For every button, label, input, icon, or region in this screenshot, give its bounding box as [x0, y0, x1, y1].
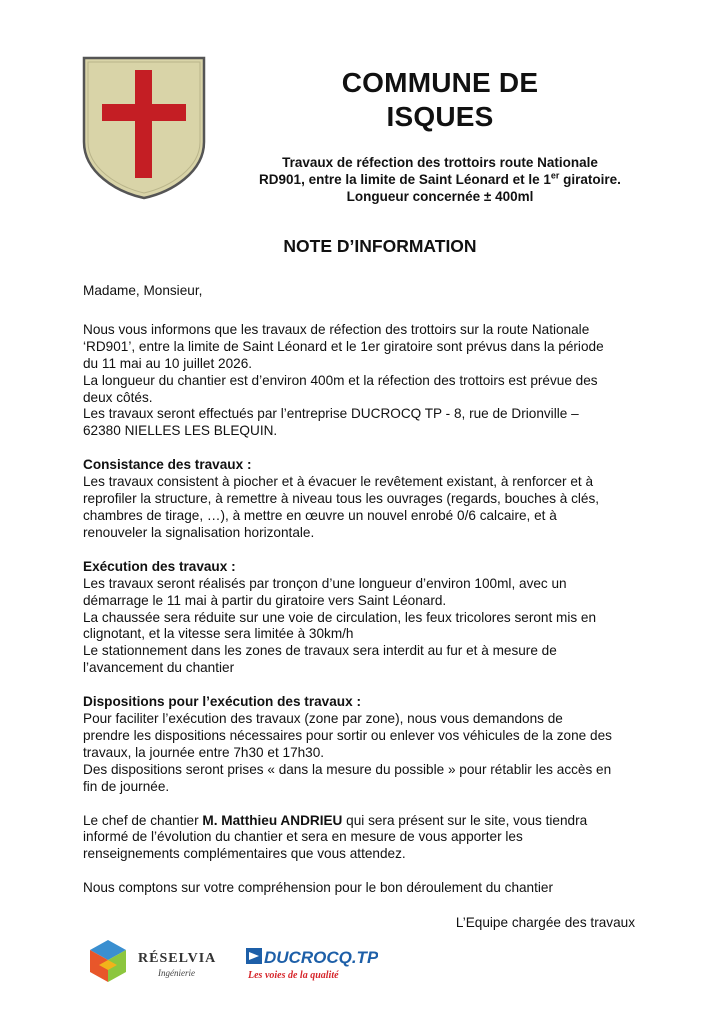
execution-section	[83, 559, 643, 677]
chef-text-end: qui sera présent sur le site, vous tiendra	[342, 812, 588, 828]
coat-of-arms-icon	[80, 54, 208, 200]
consistance-section	[83, 457, 643, 542]
dispositions-line: prendre les dispositions nécessaires pour sortir ou enlever vos véhicules de la zone des	[83, 727, 612, 743]
consistance-line: chambres de tirage, …), à mettre en œuvre un nouvel enrobé 0/6 calcaire, et à	[83, 507, 557, 523]
chef-text: Le chef de chantier	[83, 812, 203, 828]
dispositions-line: travaux, la journée entre 7h30 et 17h30.	[83, 744, 325, 760]
commune-title	[300, 66, 580, 134]
consistance-line: renouveler la signalisation horizontale.	[83, 524, 315, 540]
letter-body	[83, 283, 643, 932]
chef-line: renseignements complémentaires que vous attendez.	[83, 846, 406, 862]
subtitle-line1: Travaux de réfection des trottoirs route Nationale	[282, 155, 598, 170]
reselvia-name: RÉSELVIA	[138, 951, 217, 966]
intro-line: du 11 mai au 10 juillet 2026.	[83, 355, 253, 371]
reselvia-cube-icon	[90, 940, 126, 982]
subtitle-line2-end: giratoire.	[559, 172, 621, 187]
execution-line: Le stationnement dans les zones de travaux sera interdit au fur et à mesure de	[83, 643, 557, 659]
execution-line: Les travaux seront réalisés par tronçon d’une longueur d’environ 100ml, avec un	[83, 575, 567, 591]
commune-title-line1: COMMUNE DE	[341, 67, 539, 98]
intro-line: deux côtés.	[83, 389, 153, 405]
works-subtitle	[240, 154, 640, 205]
dispositions-section	[83, 694, 643, 795]
closing-line: Nous comptons sur votre compréhension pour le bon déroulement du chantier	[83, 880, 554, 896]
subtitle-line2	[240, 171, 640, 188]
execution-line: La chaussée sera réduite sur une voie de circulation, les feux tricolores seront mis en	[83, 609, 597, 625]
dispositions-line: Pour faciliter l’exécution des travaux (zone par zone), nous vous demandons de	[83, 711, 563, 727]
ducrocq-tagline: Les voies de la qualité	[248, 970, 339, 981]
intro-line: ‘RD901’, entre la limite de Saint Léonard et le 1er giratoire sont prévus dans la période	[83, 338, 604, 354]
commune-title-line2: ISQUES	[386, 101, 494, 132]
subtitle-line3: Longueur concernée ± 400ml	[346, 189, 534, 204]
signature: L’Equipe chargée des travaux	[455, 915, 635, 931]
dispositions-line: fin de journée.	[83, 778, 170, 794]
reselvia-logo	[86, 938, 226, 986]
intro-paragraph	[83, 322, 643, 440]
chef-paragraph	[83, 813, 643, 864]
chef-name: M. Matthieu ANDRIEU	[202, 812, 343, 828]
dispositions-line: Des dispositions seront prises « dans la mesure du possible » pour rétablir les accès en	[83, 761, 612, 777]
intro-line: 62380 NIELLES LES BLEQUIN.	[83, 423, 278, 439]
chef-line: informé de l’évolution du chantier et sera en mesure de vous apporter les	[83, 829, 523, 845]
intro-line: Les travaux seront effectués par l’entreprise DUCROCQ TP - 8, rue de Drionville –	[83, 406, 579, 422]
consistance-heading: Consistance des travaux :	[83, 457, 252, 473]
intro-line: La longueur du chantier est d’environ 400m et la réfection des trottoirs est prévue des	[83, 372, 598, 388]
execution-line: démarrage le 11 mai à partir du giratoire vers Saint Léonard.	[83, 592, 447, 608]
execution-heading: Exécution des travaux :	[83, 558, 236, 574]
ducrocq-logo	[244, 944, 378, 984]
dispositions-heading: Dispositions pour l’exécution des travaux :	[83, 694, 361, 710]
execution-line: l’avancement du chantier	[83, 660, 235, 676]
execution-line: clignotant, et la vitesse sera limitée à 30km/h	[83, 626, 354, 642]
reselvia-sub: Ingénierie	[158, 968, 195, 978]
subtitle-line2-text: RD901, entre la limite de Saint Léonard et le 1	[259, 172, 551, 187]
chef-line	[83, 813, 643, 830]
salutation: Madame, Monsieur,	[83, 283, 203, 298]
consistance-line: reprofiler la structure, à remettre à niveau tous les ouvrages (regards, bouches à clés,	[83, 491, 600, 507]
intro-line: Nous vous informons que les travaux de réfection des trottoirs sur la route Nationale	[83, 321, 590, 337]
subtitle-superscript: er	[550, 170, 560, 181]
ducrocq-name: DUCROCQ.TP	[264, 948, 378, 967]
note-title: NOTE D’INFORMATION	[283, 236, 477, 256]
consistance-line: Les travaux consistent à piocher et à évacuer le revêtement existant, à renforcer et à	[83, 474, 594, 490]
